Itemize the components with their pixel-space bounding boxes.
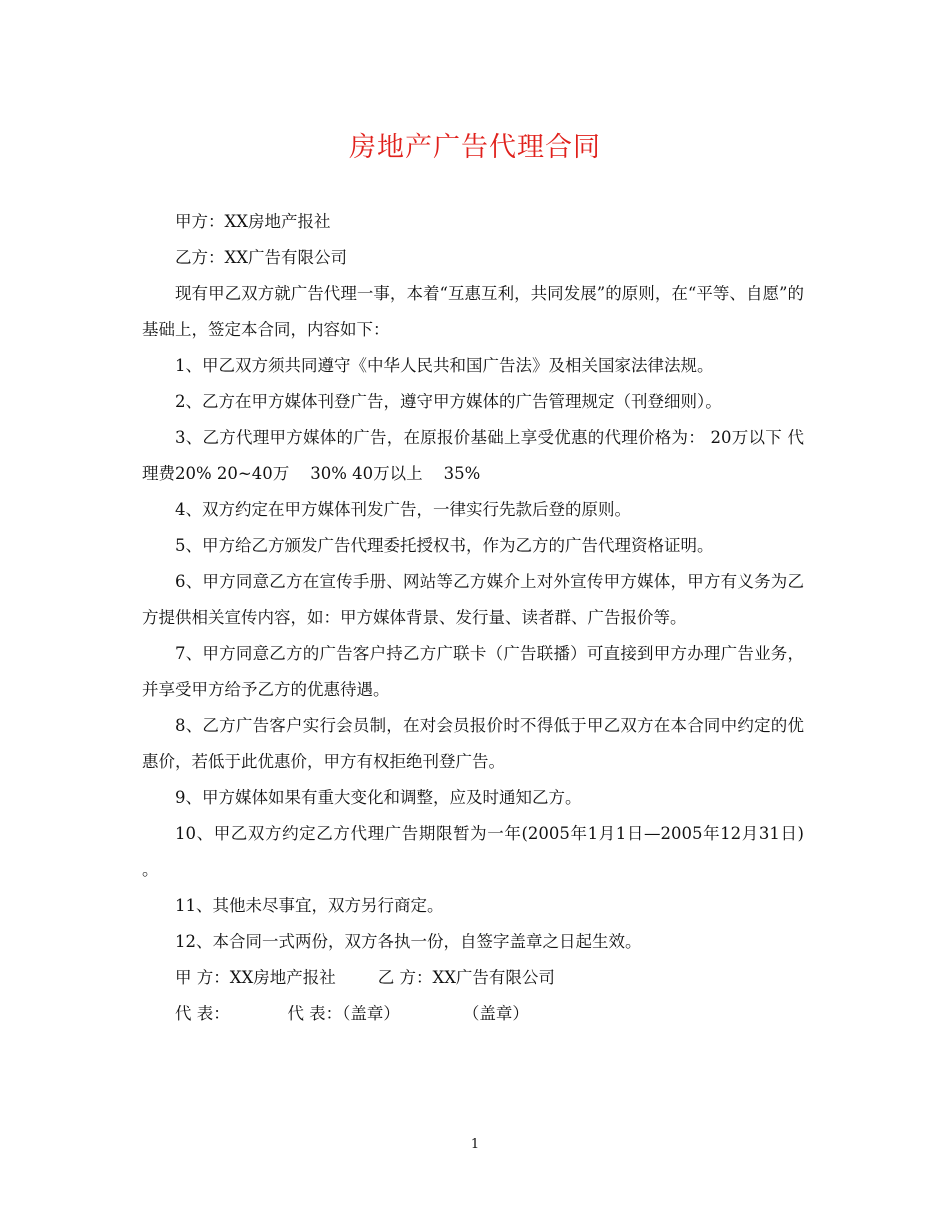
clause-11: 11、其他未尽事宜，双方另行商定。: [175, 896, 444, 915]
page-number: 1: [470, 1137, 480, 1152]
contract-body: [142, 204, 810, 1032]
clause-12: 12、本合同一式两份，双方各执一份，自签字盖章之日起生效。: [175, 932, 642, 951]
signature-representatives-line: 代 表： 代 表：（盖章） （盖章）: [175, 1004, 529, 1023]
signature-parties-line: 甲 方：XX房地产报社 乙 方：XX广告有限公司: [175, 968, 555, 987]
clause-5: 5、甲方给乙方颁发广告代理委托授权书，作为乙方的广告代理资格证明。: [175, 536, 714, 555]
clause-2: 2、乙方在甲方媒体刊登广告，遵守甲方媒体的广告管理规定（刊登细则）。: [175, 392, 722, 411]
clause-9: 9、甲方媒体如果有重大变化和调整，应及时通知乙方。: [175, 788, 582, 807]
party-b-line: 乙方：XX广告有限公司: [175, 248, 347, 267]
clause-10: 10、甲乙双方约定乙方代理广告期限暂为一年(2005年1月1日—2005年12月31日) 。: [142, 824, 810, 879]
clause-6: 6、甲方同意乙方在宣传手册、网站等乙方媒介上对外宣传甲方媒体，甲方有义务为乙方提供相关宣传内容，如：甲方媒体背景、发行量、读者群、广告报价等。: [142, 572, 804, 627]
party-a-line: 甲方：XX房地产报社: [175, 212, 331, 231]
clause-3: 3、乙方代理甲方媒体的广告，在原报价基础上享受优惠的代理价格为： 20万以下 代理费20% 20~40万 30% 40万以上 35%: [142, 428, 804, 483]
clause-4: 4、双方约定在甲方媒体刊发广告，一律实行先款后登的原则。: [175, 500, 631, 519]
clause-8: 8、乙方广告客户实行会员制，在对会员报价时不得低于甲乙双方在本合同中约定的优惠价，若低于此优惠价，甲方有权拒绝刊登广告。: [142, 716, 804, 771]
clause-1: 1、甲乙双方须共同遵守《中华人民共和国广告法》及相关国家法律法规。: [175, 356, 714, 375]
intro-paragraph: 现有甲乙双方就广告代理一事，本着“互惠互利，共同发展”的原则，在“平等、自愿”的基础上，签定本合同，内容如下：: [142, 284, 804, 339]
document-title: 房地产广告代理合同: [349, 132, 601, 163]
clause-7: 7、甲方同意乙方的广告客户持乙方广联卡（广告联播）可直接到甲方办理广告业务，并享受甲方给予乙方的优惠待遇。: [142, 644, 804, 699]
